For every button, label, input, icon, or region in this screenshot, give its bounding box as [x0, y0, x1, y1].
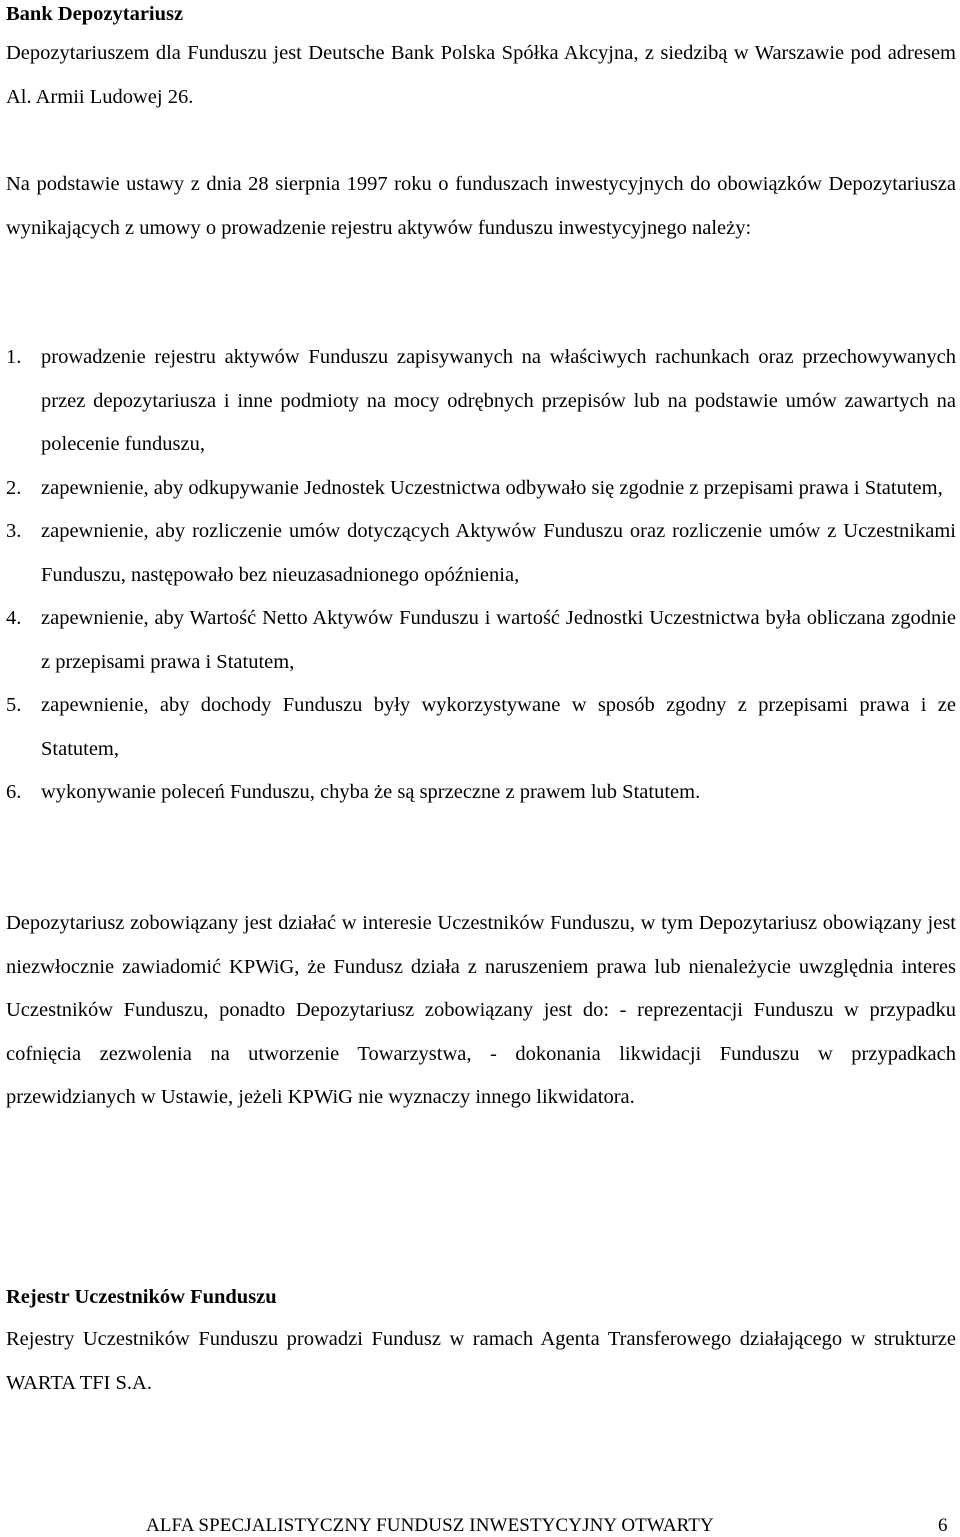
list-item — [6, 684, 956, 771]
list-item — [6, 771, 956, 815]
list-item-text: zapewnienie, aby rozliczenie umów dotyczących Aktywów Funduszu oraz rozliczenie umów z Uczestnikami Funduszu, następowało bez nieuzasadnionego opóźnienia, — [41, 520, 956, 586]
list-item-text: zapewnienie, aby dochody Funduszu były wykorzystywane w sposób zgodny z przepisami prawa i ze Statutem, — [41, 694, 956, 760]
paragraph-depositary-obligations: Depozytariusz zobowiązany jest działać w interesie Uczestników Funduszu, w tym Depozytariusz obowiązany jest niezwłocznie zawiadomić KPWiG, że Fundusz działa z naruszeniem prawa lub nienależycie uwzględnia interes Uczestników Funduszu, ponadto Depozytariusz zobowiązany jest do: - reprezentacji Funduszu w przypadku cofnięcia zezwolenia na utworzenie Towarzystwa, - dokonania likwidacji Funduszu w przypadkach przewidzianych w Ustawie, jeżeli KPWiG nie wyznaczy innego likwidatora. — [6, 912, 956, 1108]
list-item-number: 1. — [6, 346, 22, 368]
list-item-text: prowadzenie rejestru aktywów Funduszu zapisywanych na właściwych rachunkach oraz przechowywanych przez depozytariusza i inne podmioty na mocy odrębnych przepisów lub na podstawie umów zawartych na polecenie funduszu, — [41, 346, 956, 455]
section-heading-depositary: Bank Depozytariusz — [6, 3, 184, 25]
list-item-number: 6. — [6, 781, 22, 803]
list-item-number: 4. — [6, 607, 22, 629]
list-item-text: zapewnienie, aby odkupywanie Jednostek Uczestnictwa odbywało się zgodnie z przepisami prawa i Statutem, — [41, 476, 943, 499]
list-item-text: zapewnienie, aby Wartość Netto Aktywów Funduszu i wartość Jednostki Uczestnictwa była obliczana zgodnie z przepisami prawa i Statutem, — [41, 607, 956, 673]
duties-list — [6, 336, 956, 815]
list-item — [6, 467, 956, 511]
list-item — [6, 510, 956, 597]
paragraph-duties-intro: Na podstawie ustawy z dnia 28 sierpnia 1997 roku o funduszach inwestycyjnych do obowiązków Depozytariusza wynikających z umowy o prowadzenie rejestru aktywów funduszu inwestycyjnego należy: — [6, 173, 956, 239]
list-item-number: 5. — [6, 694, 22, 716]
list-item — [6, 336, 956, 467]
footer-page-number: 6 — [938, 1515, 948, 1536]
list-item — [6, 597, 956, 684]
list-item-text: wykonywanie poleceń Funduszu, chyba że są sprzeczne z prawem lub Statutem. — [41, 781, 701, 803]
list-item-number: 2. — [6, 476, 22, 499]
footer-fund-name: ALFA SPECJALISTYCZNY FUNDUSZ INWESTYCYJNY OTWARTY — [146, 1515, 714, 1536]
paragraph-register: Rejestry Uczestników Funduszu prowadzi Fundusz w ramach Agenta Transferowego działającego w strukturze WARTA TFI S.A. — [6, 1328, 956, 1394]
list-item-number: 3. — [6, 520, 22, 542]
paragraph-depositary-intro: Depozytariuszem dla Funduszu jest Deutsche Bank Polska Spółka Akcyjna, z siedzibą w Warszawie pod adresem Al. Armii Ludowej 26. — [6, 42, 956, 108]
section-heading-register: Rejestr Uczestników Funduszu — [6, 1286, 277, 1308]
